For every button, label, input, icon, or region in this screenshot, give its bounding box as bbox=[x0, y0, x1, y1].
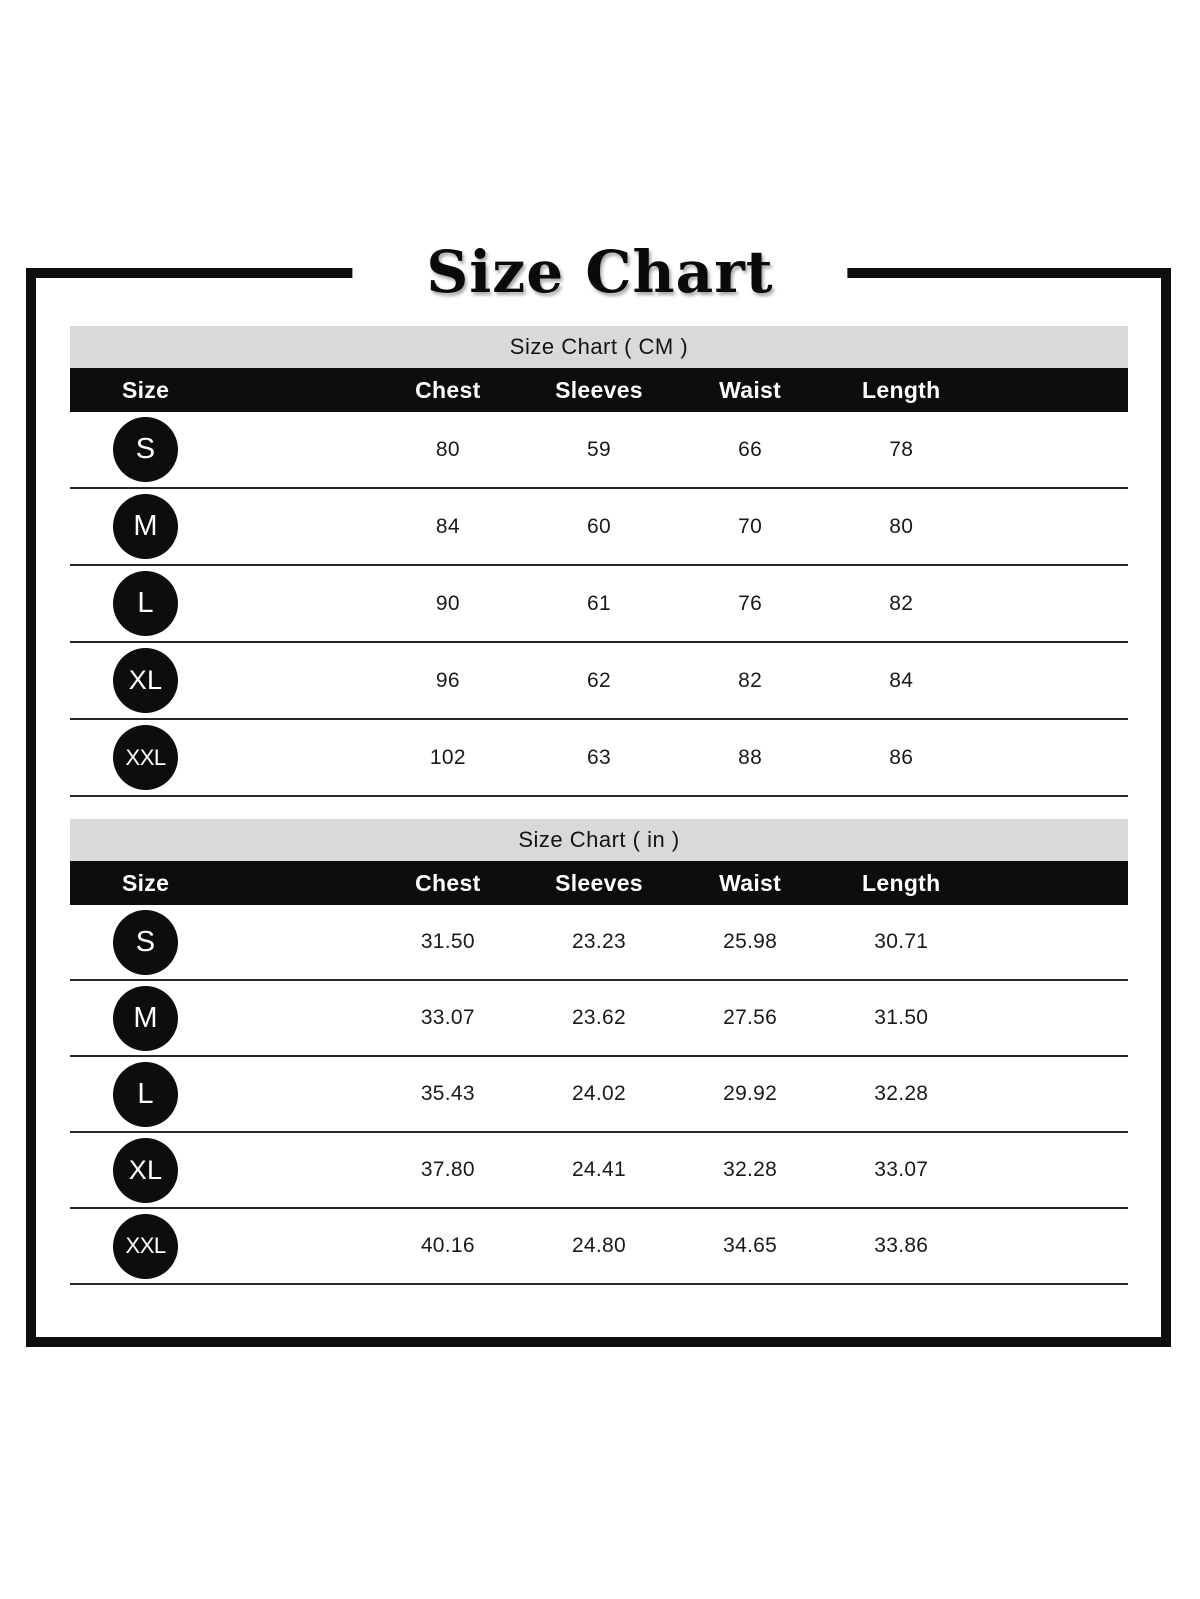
size-badge: S bbox=[113, 910, 178, 975]
sleeves-cell: 60 bbox=[587, 514, 611, 538]
size-badge: M bbox=[113, 986, 178, 1051]
sleeves-cell: 24.41 bbox=[571, 1158, 627, 1181]
size-badge: XL bbox=[113, 648, 178, 713]
chest-cell: 40.16 bbox=[420, 1234, 475, 1257]
column-header-chest: Chest bbox=[415, 869, 481, 896]
size-badge: L bbox=[113, 1062, 178, 1127]
size-badge: L bbox=[113, 571, 178, 636]
sleeves-cell: 59 bbox=[587, 437, 611, 461]
length-cell: 82 bbox=[889, 591, 914, 615]
column-header-length: Length bbox=[862, 869, 941, 896]
table-row bbox=[70, 981, 1128, 1057]
table-row bbox=[70, 643, 1128, 720]
waist-cell: 66 bbox=[738, 437, 763, 461]
size-badge: M bbox=[113, 494, 178, 559]
length-cell: 84 bbox=[889, 668, 914, 692]
table-row bbox=[70, 1133, 1128, 1209]
sleeves-cell: 62 bbox=[587, 668, 611, 692]
chest-cell: 37.80 bbox=[420, 1158, 475, 1181]
table-caption-in: Size Chart ( in ) bbox=[70, 819, 1128, 861]
length-cell: 78 bbox=[889, 437, 914, 461]
column-header-length: Length bbox=[862, 376, 941, 403]
column-header-size: Size bbox=[121, 869, 170, 896]
size-badge: XXL bbox=[113, 1214, 178, 1279]
tables-container bbox=[70, 326, 1128, 1285]
chest-cell: 33.07 bbox=[420, 1006, 475, 1029]
table-header-row bbox=[70, 368, 1128, 412]
sleeves-cell: 24.80 bbox=[571, 1234, 627, 1257]
waist-cell: 29.92 bbox=[723, 1082, 778, 1105]
chest-cell: 80 bbox=[435, 437, 460, 461]
chest-cell: 96 bbox=[435, 668, 460, 692]
sleeves-cell: 63 bbox=[587, 745, 611, 769]
waist-cell: 32.28 bbox=[723, 1158, 778, 1181]
table-caption-cm: Size Chart ( CM ) bbox=[70, 326, 1128, 368]
column-header-sleeves: Sleeves bbox=[555, 376, 643, 403]
sleeves-cell: 61 bbox=[587, 591, 611, 615]
column-header-waist: Waist bbox=[719, 376, 782, 403]
column-header-chest: Chest bbox=[415, 376, 481, 403]
sleeves-cell: 23.62 bbox=[571, 1006, 627, 1029]
length-cell: 31.50 bbox=[874, 1006, 929, 1029]
table-row bbox=[70, 1209, 1128, 1285]
waist-cell: 88 bbox=[738, 745, 763, 769]
chest-cell: 84 bbox=[435, 514, 460, 538]
table-header-row bbox=[70, 861, 1128, 905]
length-cell: 30.71 bbox=[874, 930, 929, 953]
column-header-size: Size bbox=[121, 376, 170, 403]
size-table-in bbox=[70, 819, 1128, 1285]
size-badge: S bbox=[113, 417, 178, 482]
table-row bbox=[70, 489, 1128, 566]
length-cell: 33.07 bbox=[874, 1158, 929, 1181]
table-row bbox=[70, 1057, 1128, 1133]
page-title: Size Chart bbox=[352, 234, 847, 310]
length-cell: 33.86 bbox=[874, 1234, 929, 1257]
waist-cell: 76 bbox=[738, 591, 763, 615]
sleeves-cell: 23.23 bbox=[571, 930, 627, 953]
length-cell: 32.28 bbox=[874, 1082, 929, 1105]
table-row bbox=[70, 412, 1128, 489]
size-badge: XL bbox=[113, 1138, 178, 1203]
chest-cell: 90 bbox=[435, 591, 460, 615]
chest-cell: 31.50 bbox=[420, 930, 475, 953]
chest-cell: 102 bbox=[429, 745, 466, 769]
column-header-waist: Waist bbox=[719, 869, 782, 896]
chest-cell: 35.43 bbox=[420, 1082, 475, 1105]
length-cell: 86 bbox=[889, 745, 914, 769]
waist-cell: 34.65 bbox=[723, 1234, 778, 1257]
sleeves-cell: 24.02 bbox=[571, 1082, 627, 1105]
table-row bbox=[70, 566, 1128, 643]
waist-cell: 70 bbox=[738, 514, 763, 538]
size-table-cm bbox=[70, 326, 1128, 797]
waist-cell: 82 bbox=[738, 668, 763, 692]
table-row bbox=[70, 905, 1128, 981]
size-badge: XXL bbox=[113, 725, 178, 790]
column-header-sleeves: Sleeves bbox=[555, 869, 643, 896]
waist-cell: 27.56 bbox=[723, 1006, 778, 1029]
waist-cell: 25.98 bbox=[723, 930, 778, 953]
table-row bbox=[70, 720, 1128, 797]
length-cell: 80 bbox=[889, 514, 914, 538]
